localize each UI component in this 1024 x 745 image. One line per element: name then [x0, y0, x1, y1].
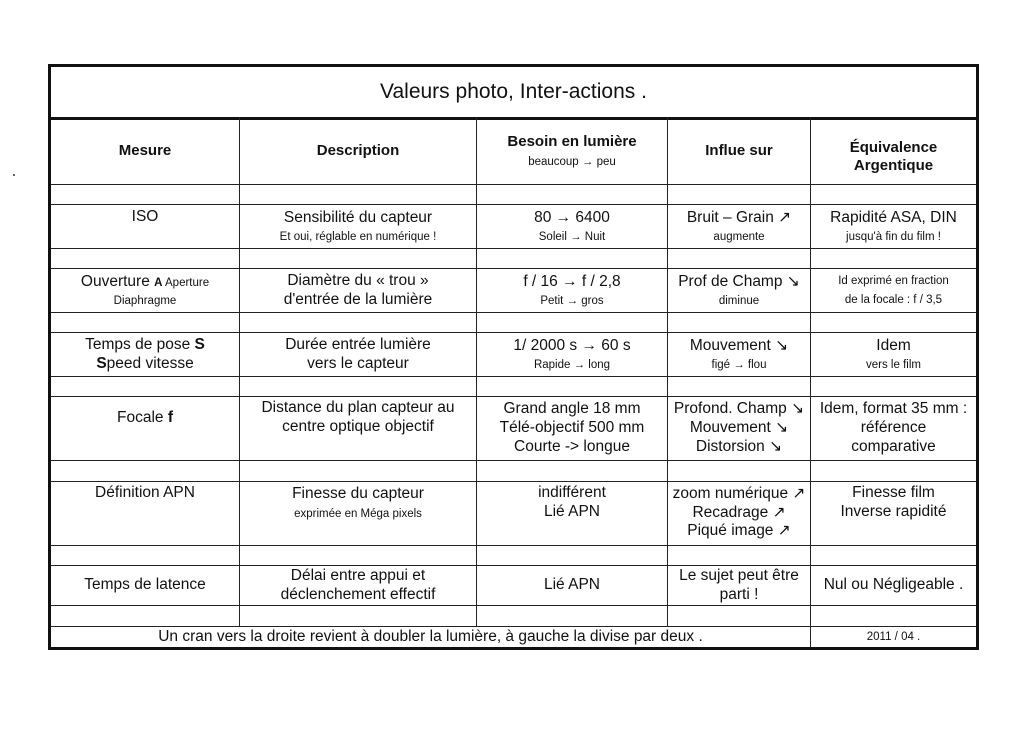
latence-mesure-text: Temps de latence — [84, 576, 206, 594]
header-besoin-sub: beaucoup → peu — [528, 155, 616, 168]
iso-equiv-line1: Rapidité ASA, DIN — [830, 208, 957, 226]
row-line — [51, 545, 976, 546]
iso-influe-line2: augmente — [713, 231, 765, 244]
definition-influe-line2: Recadrage ↗ — [692, 503, 786, 521]
stray-dot — [13, 174, 15, 176]
temps-desc-line1: Durée entrée lumière — [285, 335, 431, 353]
row-line — [51, 460, 976, 461]
definition-description — [240, 481, 476, 525]
temps-besoin-line2: Rapide → long — [533, 359, 611, 372]
definition-mesure — [51, 481, 239, 505]
iso-equivalence — [811, 205, 976, 248]
ouverture-equiv-line1: Id exprimé en fraction — [838, 275, 949, 288]
ouverture-mesure-line2: Diaphragme — [113, 295, 177, 308]
header-besoin — [477, 119, 667, 183]
iso-besoin-line2: Soleil → Nuit — [538, 231, 606, 244]
iso-description — [240, 205, 476, 248]
header-influe-label: Influe sur — [705, 141, 773, 159]
header-mesure-label: Mesure — [118, 141, 172, 159]
row-line — [51, 376, 976, 377]
ouverture-besoin — [477, 269, 667, 312]
header-equivalence-label-2: Argentique — [853, 157, 934, 174]
definition-besoin-line2: Lié APN — [543, 503, 600, 520]
ouverture-besoin-line2: Petit → gros — [540, 295, 604, 308]
ouverture-influe-line1: Prof de Champ ↘ — [678, 272, 800, 290]
definition-equiv-line2: Inverse rapidité — [840, 503, 947, 520]
iso-influe — [668, 205, 810, 248]
temps-mesure — [51, 333, 239, 376]
ouverture-desc-line2: d'entrée de la lumière — [283, 290, 433, 308]
title-text: Valeurs photo, Inter-actions . — [380, 80, 647, 104]
temps-influe-line2: figé → flou — [711, 359, 767, 372]
latence-influe-line2: parti ! — [719, 585, 759, 603]
temps-mesure-line2 — [96, 355, 193, 374]
latence-equiv-text: Nul ou Négligeable . — [823, 576, 964, 594]
row-line — [51, 312, 976, 313]
header-description — [240, 119, 476, 183]
focale-besoin — [477, 397, 667, 460]
focale-mesure — [51, 397, 239, 439]
focale-equiv-line2: référence — [860, 419, 927, 437]
focale-equiv-line1: Idem, format 35 mm : — [819, 400, 968, 418]
header-equivalence — [811, 119, 976, 183]
header-mesure — [51, 119, 239, 183]
ouverture-equivalence — [811, 269, 976, 312]
latence-description — [240, 566, 476, 605]
iso-besoin-line1: 80 → 6400 — [534, 208, 610, 226]
definition-desc-line1: Finesse du capteur — [292, 484, 424, 502]
temps-equiv-line1: Idem — [876, 336, 911, 354]
focale-influe-line1: Profond. Champ ↘ — [673, 400, 805, 418]
footer-note — [51, 627, 810, 648]
focale-equiv-line3: comparative — [851, 437, 936, 455]
iso-influe-line1: Bruit – Grain ↗ — [686, 208, 792, 226]
definition-mesure-text: Définition APN — [95, 483, 195, 501]
header-influe — [668, 119, 810, 183]
definition-equiv-line1: Finesse film — [852, 484, 935, 502]
focale-desc-line1: Distance du plan capteur au — [261, 399, 455, 417]
ouverture-besoin-line1: f / 16 → f / 2,8 — [523, 272, 621, 290]
focale-mesure-word: Focale — [116, 408, 168, 426]
focale-mesure-letter: f — [167, 408, 173, 426]
definition-besoin — [477, 481, 667, 525]
iso-desc-line2: Et oui, réglable en numérique ! — [279, 231, 437, 244]
header-equivalence-label: Équivalence — [849, 138, 938, 156]
ouverture-desc-line1: Diamètre du « trou » — [287, 271, 429, 289]
ouverture-influe — [668, 269, 810, 312]
temps-mesure-letter: S — [194, 335, 205, 353]
definition-desc-line2: exprimée en Méga pixels — [294, 508, 422, 521]
focale-influe-line2: Mouvement ↘ — [689, 419, 789, 437]
iso-besoin — [477, 205, 667, 248]
definition-equivalence — [811, 481, 976, 525]
row-line — [51, 605, 976, 606]
temps-besoin-line1: 1/ 2000 s → 60 s — [513, 336, 631, 354]
latence-desc-line2: déclenchement effectif — [280, 585, 436, 603]
temps-mesure-word: Temps de pose — [85, 335, 195, 353]
row-line — [51, 184, 976, 185]
ouverture-mesure — [51, 269, 239, 312]
definition-influe-line1: zoom numérique ↗ — [672, 484, 806, 502]
ouverture-mesure-aperture: Aperture — [162, 276, 210, 289]
definition-influe-line3: Piqué image ↗ — [687, 522, 791, 540]
focale-desc-line2: centre optique objectif — [282, 418, 434, 435]
latence-influe — [668, 566, 810, 605]
latence-besoin-text: Lié APN — [543, 576, 600, 594]
temps-speed-letter: S — [96, 354, 107, 372]
ouverture-description — [240, 269, 476, 312]
latence-equivalence — [811, 566, 976, 605]
focale-equivalence — [811, 397, 976, 460]
ouverture-equiv-line2: de la focale : f / 3,5 — [844, 293, 943, 306]
table-title — [51, 67, 976, 117]
temps-mesure-line1 — [85, 336, 205, 355]
footer-date — [811, 627, 976, 648]
header-besoin-label: Besoin en lumière — [507, 133, 637, 151]
row-line — [51, 248, 976, 249]
iso-desc-line1: Sensibilité du capteur — [283, 208, 433, 226]
latence-besoin — [477, 566, 667, 605]
definition-besoin-line1: indifférent — [538, 484, 606, 502]
ouverture-mesure-line1 — [81, 273, 209, 292]
temps-influe — [668, 333, 810, 376]
ouverture-mesure-word: Ouverture — [80, 272, 155, 290]
ouverture-influe-line2: diminue — [718, 295, 760, 308]
temps-description — [240, 333, 476, 376]
temps-equiv-line2: vers le film — [866, 359, 921, 372]
focale-influe-line3: Distorsion ↘ — [695, 437, 783, 455]
temps-besoin — [477, 333, 667, 376]
footer-note-text: Un cran vers la droite revient à doubler la lumière, à gauche la divise par deux . — [158, 628, 703, 646]
temps-influe-line1: Mouvement ↘ — [689, 336, 789, 354]
values-table — [48, 64, 979, 650]
focale-description — [240, 397, 476, 439]
latence-mesure — [51, 566, 239, 605]
definition-influe — [668, 481, 810, 545]
focale-besoin-line2: Télé-objectif 500 mm — [499, 419, 645, 437]
temps-desc-line2: vers le capteur — [307, 354, 409, 372]
focale-besoin-line3: Courte -> longue — [514, 437, 630, 455]
focale-besoin-line1: Grand angle 18 mm — [503, 400, 641, 418]
latence-desc-line1: Délai entre appui et — [290, 566, 426, 584]
footer-date-text: 2011 / 04 . — [866, 631, 921, 644]
focale-influe — [668, 397, 810, 460]
iso-mesure — [51, 205, 239, 229]
iso-equiv-line2: jusqu'à fin du film ! — [846, 231, 941, 244]
ouverture-mesure-letter: A — [154, 276, 163, 289]
focale-mesure-line — [117, 409, 173, 428]
latence-influe-line1: Le sujet peut être — [679, 566, 799, 584]
header-description-label: Description — [316, 141, 400, 159]
iso-mesure-text: ISO — [131, 207, 159, 225]
temps-speed-word: peed vitesse — [106, 354, 194, 372]
temps-equivalence — [811, 333, 976, 376]
